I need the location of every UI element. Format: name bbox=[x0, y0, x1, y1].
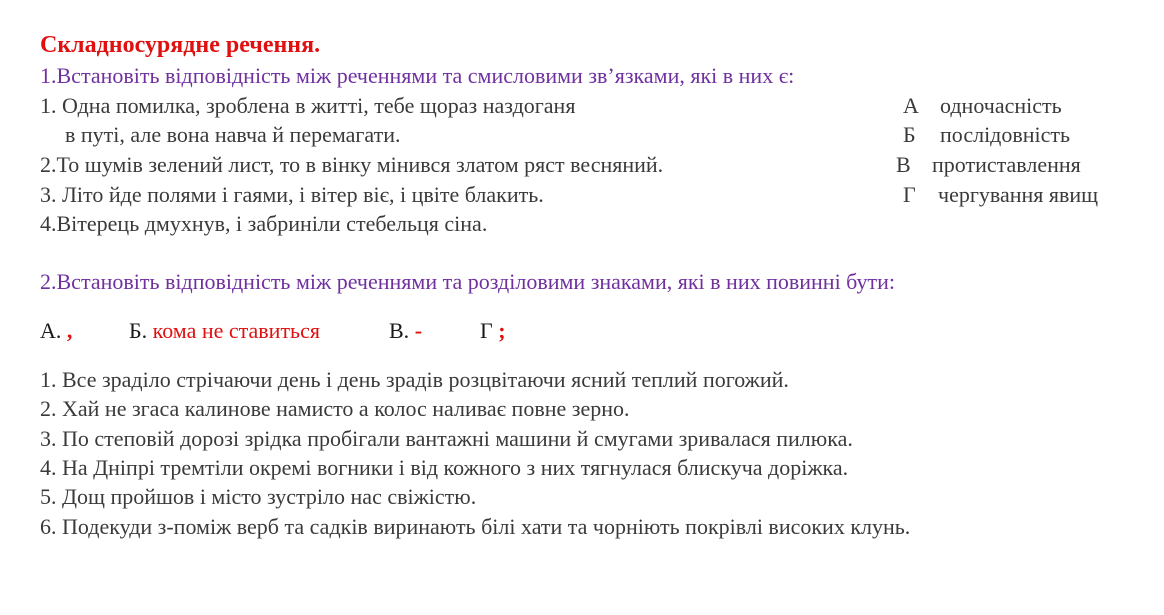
task2-option-b bbox=[129, 320, 320, 342]
task2-option-a-sign: , bbox=[66, 318, 73, 343]
task2-sentence-3: 3. По степовій дорозі зрідка пробігали вантажні машини й смугами зривалася пилюка. bbox=[40, 426, 853, 451]
task2-heading: 2.Встановіть відповідність між реченнями та розділовими знаками, які в них повинні бути: bbox=[40, 269, 896, 294]
task2-option-v-sign: - bbox=[414, 318, 423, 343]
task1-sentence-1-cont: в путі, але вона навча й перемагати. bbox=[65, 122, 401, 147]
task1-sentence-3: 3. Літо йде полями і гаями, і вітер віє, і цвіте блакить. bbox=[40, 182, 544, 207]
task1-option-text-a: одночасність bbox=[940, 93, 1062, 118]
task2-option-g bbox=[480, 320, 506, 342]
task1-sentence-2: 2.То шумів зелений лист, то в вінку мінився златом ряст весняний. bbox=[40, 152, 664, 177]
task2-option-b-sign: кома не ставиться bbox=[152, 318, 320, 343]
task1-heading: 1.Встановіть відповідність між реченнями та смисловими зв’язками, які в них є: bbox=[40, 63, 795, 88]
task1-option-letter-v: В bbox=[896, 152, 911, 177]
task1-option-text-b: послідовність bbox=[940, 122, 1071, 147]
task2-sentence-4: 4. На Дніпрі тремтіли окремі вогники і від кожного з них тягнулася блискуча доріжка. bbox=[40, 455, 849, 480]
task1-option-letter-a: А bbox=[903, 93, 919, 118]
task1-option-text-g: чергування явищ bbox=[938, 182, 1099, 207]
task1-option-text-v: протиставлення bbox=[932, 152, 1081, 177]
task1-option-letter-g: Г bbox=[903, 182, 916, 207]
task2-option-v-label: В. bbox=[389, 318, 410, 343]
task2-sentence-1: 1. Все зраділо стрічаючи день і день зрадів розцвітаючи ясний теплий погожий. bbox=[40, 367, 789, 392]
task2-sentence-2: 2. Хай не згаса калинове намисто а колос наливає повне зерно. bbox=[40, 396, 630, 421]
task2-sentence-6: 6. Подекуди з-поміж верб та садків виринають білі хати та чорніють покрівлі високих клунь. bbox=[40, 514, 911, 539]
task2-option-g-sign: ; bbox=[498, 318, 506, 343]
task1-sentence-1: 1. Одна помилка, зроблена в житті, тебе щораз наздоганя bbox=[40, 93, 576, 118]
task2-option-b-label: Б. bbox=[129, 318, 148, 343]
task2-option-g-label: Г bbox=[480, 318, 493, 343]
page-title: Складносурядне речення. bbox=[40, 32, 321, 58]
task2-option-a bbox=[40, 320, 72, 342]
task2-sentence-5: 5. Дощ пройшов і місто зустріло нас свіжістю. bbox=[40, 484, 477, 509]
task2-option-v bbox=[389, 320, 422, 342]
task2-option-a-label: А. bbox=[40, 318, 62, 343]
task1-sentence-4: 4.Вітерець дмухнув, і забриніли стебельця сіна. bbox=[40, 211, 488, 236]
task1-option-letter-b: Б bbox=[903, 122, 916, 147]
